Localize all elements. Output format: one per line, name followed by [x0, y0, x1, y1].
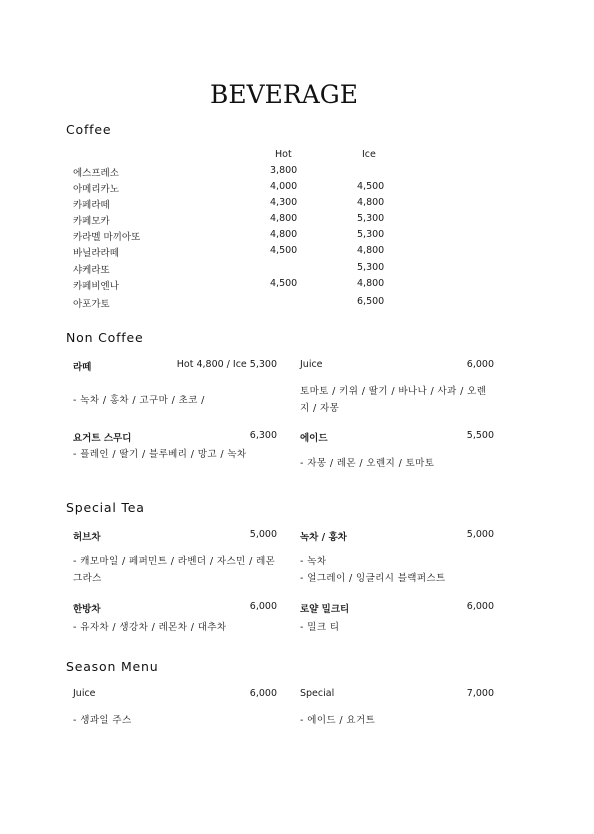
item-name: Special [300, 688, 335, 699]
coffee-ice-price: 4,800 [357, 197, 385, 208]
item-description: - 녹차 [300, 556, 327, 567]
coffee-hot-price: 3,800 [270, 165, 298, 176]
menu-item-herb-tea [73, 529, 277, 543]
coffee-row [73, 262, 493, 276]
coffee-row [73, 229, 493, 243]
coffee-item-name: 아메리카노 [73, 184, 119, 195]
coffee-row [73, 197, 493, 211]
section-heading-special-tea: Special Tea [66, 500, 145, 515]
coffee-row [73, 213, 493, 227]
coffee-col-ice: Ice [362, 149, 376, 160]
item-name: 로얄 밀크티 [300, 604, 350, 615]
coffee-item-name: 샤케라또 [73, 265, 110, 276]
coffee-hot-price: 4,000 [270, 181, 298, 192]
section-heading-non-coffee: Non Coffee [66, 330, 144, 345]
coffee-ice-price: 5,300 [357, 213, 385, 224]
menu-item-green-black-tea [300, 529, 494, 543]
section-heading-coffee: Coffee [66, 122, 112, 137]
item-description: - 에이드 / 요거트 [300, 715, 376, 726]
coffee-ice-price: 4,800 [357, 278, 385, 289]
item-description: 토마토 / 키위 / 딸기 / 바나나 / 사과 / 오렌지 / 자몽 [300, 386, 487, 414]
item-description: - 녹차 / 홍차 / 고구마 / 초코 / [73, 395, 205, 406]
coffee-hot-price: 4,500 [270, 278, 298, 289]
item-price: 5,500 [466, 430, 494, 441]
item-description: - 플레인 / 딸기 / 블루베리 / 망고 / 녹차 [73, 449, 247, 460]
coffee-row [73, 296, 493, 310]
item-description: - 자몽 / 레몬 / 오렌지 / 토마토 [300, 458, 435, 469]
menu-item-latte [73, 359, 277, 373]
item-name: Juice [300, 359, 323, 370]
item-name: 녹차 / 홍차 [300, 532, 347, 543]
page-title: BEVERAGE [209, 80, 359, 109]
menu-item-yogurt-smoothie [73, 430, 277, 444]
coffee-hot-price: 4,800 [270, 229, 298, 240]
menu-item-season-special [300, 688, 494, 702]
coffee-item-name: 아포가토 [73, 299, 110, 310]
coffee-row [73, 181, 493, 195]
item-price: 7,000 [466, 688, 494, 699]
item-description: - 밀크 티 [300, 622, 340, 633]
coffee-hot-price: 4,500 [270, 245, 298, 256]
menu-item-season-juice [73, 688, 277, 702]
item-name: 요거트 스무디 [73, 433, 132, 444]
menu-item-juice [300, 359, 494, 373]
item-description: - 캐모마일 / 페퍼민트 / 라벤더 / 자스민 / 레몬그라스 [73, 556, 276, 584]
item-name: 라떼 [73, 362, 92, 373]
item-name: 에이드 [300, 433, 328, 444]
item-description: - 얼그레이 / 잉글리시 블랙퍼스트 [300, 573, 446, 584]
item-description: - 유자차 / 생강차 / 레몬차 / 대추차 [73, 622, 227, 633]
item-price: 6,300 [249, 430, 277, 441]
coffee-row [73, 165, 493, 179]
item-price: 5,000 [466, 529, 494, 540]
item-description: - 생과일 주스 [73, 715, 132, 726]
coffee-item-name: 에스프레소 [73, 168, 119, 179]
item-name: 허브차 [73, 532, 101, 543]
section-heading-season-menu: Season Menu [66, 659, 159, 674]
coffee-ice-price: 4,500 [357, 181, 385, 192]
coffee-item-name: 카라멜 마끼아또 [73, 232, 141, 243]
item-price: 6,000 [466, 359, 494, 370]
coffee-item-name: 카페비엔나 [73, 281, 119, 292]
item-price: 6,000 [249, 688, 277, 699]
coffee-ice-price: 5,300 [357, 229, 385, 240]
item-name: Juice [73, 688, 96, 699]
menu-item-royal-milk-tea [300, 601, 494, 615]
menu-item-oriental-tea [73, 601, 277, 615]
item-price: Hot 4,800 / Ice 5,300 [176, 359, 277, 370]
coffee-item-name: 카페모카 [73, 216, 110, 227]
item-price: 5,000 [249, 529, 277, 540]
coffee-row [73, 278, 493, 292]
coffee-hot-price: 4,300 [270, 197, 298, 208]
coffee-ice-price: 6,500 [357, 296, 385, 307]
item-price: 6,000 [249, 601, 277, 612]
coffee-item-name: 바닐라라떼 [73, 248, 119, 259]
coffee-hot-price: 4,800 [270, 213, 298, 224]
coffee-col-hot: Hot [275, 149, 292, 160]
item-name: 한방차 [73, 604, 101, 615]
coffee-ice-price: 5,300 [357, 262, 385, 273]
coffee-row [73, 245, 493, 259]
coffee-item-name: 카페라떼 [73, 200, 110, 211]
item-price: 6,000 [466, 601, 494, 612]
coffee-ice-price: 4,800 [357, 245, 385, 256]
menu-item-ade [300, 430, 494, 444]
